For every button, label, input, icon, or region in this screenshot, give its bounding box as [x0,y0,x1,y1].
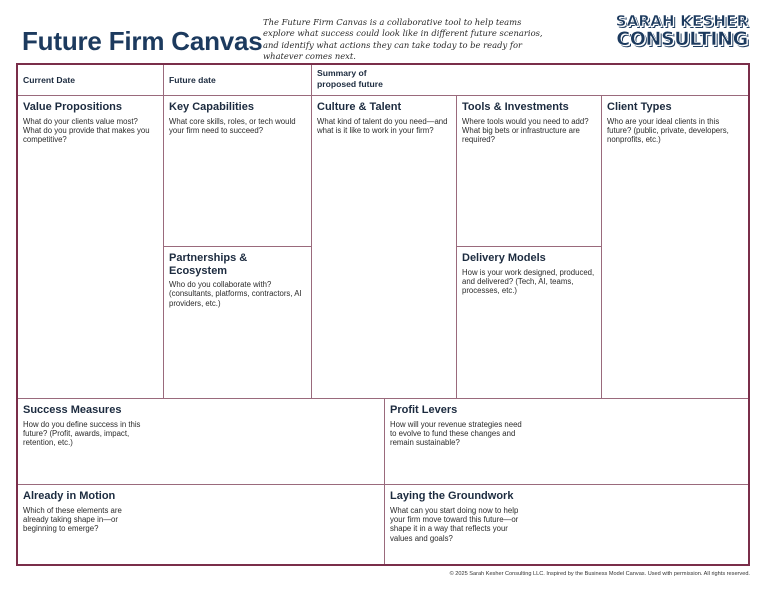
partnerships-prompt: Who do you collaborate with? (consultants, platforms, contractors, AI providers, etc.) [169,280,302,308]
success-measures-prompt: How do you define success in this future? (Profit, awards, impact, retention, etc.) [23,419,141,448]
profit-levers-title: Profit Levers [390,404,458,416]
company-logo [612,14,752,49]
canvas-grid [16,63,750,566]
already-in-motion-cell[interactable] [18,485,385,564]
value-propositions-prompt: What do your clients value most? What do you provide that makes you competitive? [23,116,150,145]
already-in-motion-title: Already in Motion [23,490,116,502]
current-date-label: Current Date [23,75,76,85]
laying-groundwork-cell[interactable] [385,485,748,564]
laying-groundwork-title: Laying the Groundwork [390,490,514,502]
partnerships-title: Partnerships & Ecosystem [169,252,248,277]
key-capabilities-prompt: What core skills, roles, or tech would your firm need to succeed? [169,116,296,135]
copyright-footer: © 2025 Sarah Kesher Consulting LLC. Inspired by the Business Model Canvas. Used with permission. All rights reserved. [449,571,750,577]
tools-investments-title: Tools & Investments [462,101,569,113]
delivery-models-title: Delivery Models [462,252,546,264]
profit-levers-cell[interactable] [385,399,748,485]
client-types-prompt: Who are your ideal clients in this future? (public, private, developers, nonprofits, etc.) [607,116,729,145]
page-title: Future Firm Canvas [22,26,263,56]
intro-text: The Future Firm Canvas is a collaborative tool to help teams explore what success could look like in different future scenarios, and identify what actions they can take today to be ready for whatever comes next. [263,17,543,62]
profit-levers-prompt: How will your revenue strategies need to evolve to fund these changes and remain sustainable? [390,419,522,448]
partnerships-cell[interactable] [164,247,312,399]
culture-talent-prompt: What kind of talent do you need—and what is it like to work in your firm? [317,116,448,135]
culture-talent-cell[interactable] [312,96,457,399]
current-date-cell[interactable] [18,65,164,96]
tools-investments-cell[interactable] [457,96,602,247]
summary-label: Summary of proposed future [317,68,383,89]
value-propositions-title: Value Propositions [23,101,123,113]
key-capabilities-title: Key Capabilities [169,101,254,113]
logo-line-2: CONSULTING [616,28,748,50]
tools-investments-prompt: Where tools would you need to add? What big bets or infrastructure are required? [462,116,589,145]
value-propositions-cell[interactable] [18,96,164,399]
key-capabilities-cell[interactable] [164,96,312,247]
client-types-title: Client Types [607,101,672,113]
future-date-cell[interactable] [164,65,312,96]
culture-talent-title: Culture & Talent [317,101,402,113]
success-measures-cell[interactable] [18,399,385,485]
already-in-motion-prompt: Which of these elements are already taking shape in—or beginning to emerge? [23,505,122,534]
success-measures-title: Success Measures [23,404,122,416]
laying-groundwork-prompt: What can you start doing now to help your firm move toward this future—or shape it in a way that reflects your values and goals? [390,505,519,543]
delivery-models-prompt: How is your work designed, produced, and delivered? (Tech, AI, teams, processes, etc.) [462,267,595,296]
logo-line-1: SARAH KESHER [615,12,749,30]
summary-cell[interactable] [312,65,748,96]
delivery-models-cell[interactable] [457,247,602,399]
future-date-label: Future date [169,75,216,85]
client-types-cell[interactable] [602,96,748,399]
